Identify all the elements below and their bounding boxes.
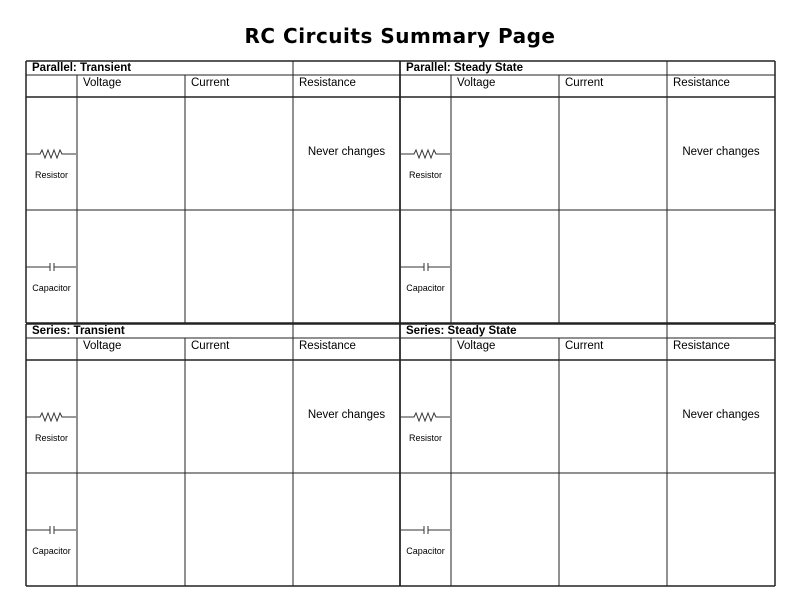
- column-header: Current: [191, 77, 230, 89]
- column-header: Voltage: [83, 77, 122, 89]
- component-label: Capacitor: [32, 546, 71, 556]
- component-label: Resistor: [34, 433, 68, 443]
- column-header: Current: [565, 77, 604, 89]
- resistor-symbol-icon: [26, 413, 76, 421]
- capacitor-symbol-icon: [400, 526, 450, 534]
- column-header: Voltage: [83, 340, 122, 352]
- capacitor-symbol-icon: [26, 526, 76, 534]
- capacitor-symbol-icon: [400, 263, 450, 271]
- resistor-symbol-icon: [400, 413, 450, 421]
- component-label: Capacitor: [32, 283, 71, 293]
- section-title: Parallel: Transient: [32, 62, 132, 74]
- component-label: Capacitor: [406, 546, 445, 556]
- resistance-value: Never changes: [307, 409, 386, 421]
- capacitor-symbol-icon: [26, 263, 76, 271]
- component-label: Resistor: [408, 433, 442, 443]
- column-header: Current: [565, 340, 604, 352]
- section-title: Series: Transient: [32, 325, 125, 337]
- page-title-text: RC Circuits Summary Page: [244, 24, 556, 48]
- column-header: Resistance: [673, 340, 730, 352]
- resistance-value: Never changes: [307, 146, 386, 158]
- component-label: Resistor: [408, 170, 442, 180]
- column-header: Resistance: [299, 77, 356, 89]
- component-label: Capacitor: [406, 283, 445, 293]
- resistor-symbol-icon: [400, 150, 450, 158]
- resistance-value: Never changes: [682, 409, 760, 421]
- column-header: Resistance: [673, 77, 730, 89]
- resistor-symbol-icon: [26, 150, 76, 158]
- component-label: Resistor: [34, 170, 68, 180]
- column-header: Voltage: [457, 77, 496, 89]
- column-header: Resistance: [299, 340, 356, 352]
- column-header: Current: [191, 340, 230, 352]
- section-title: Series: Steady State: [406, 325, 517, 337]
- section-title: Parallel: Steady State: [406, 62, 523, 74]
- resistance-value: Never changes: [682, 146, 760, 158]
- column-header: Voltage: [457, 340, 496, 352]
